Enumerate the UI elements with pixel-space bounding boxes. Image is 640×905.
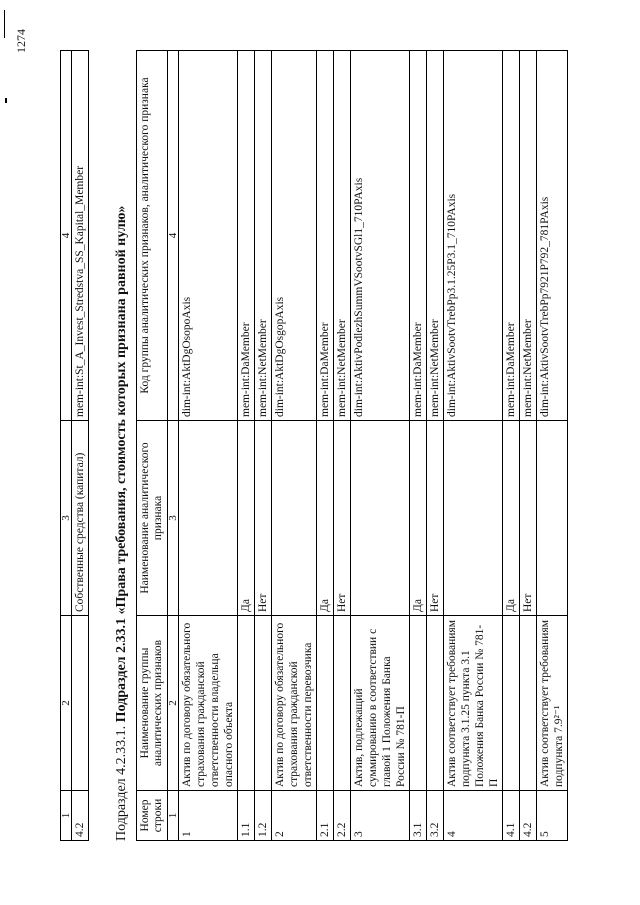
- table-row: [351, 51, 410, 841]
- page-number: 1274: [14, 29, 28, 53]
- feature-name-cell: Нет: [255, 421, 272, 616]
- row-number: 4: [444, 791, 503, 841]
- feature-name-cell: Собственные средства (капитал): [72, 421, 89, 616]
- code-cell: mem-int:DaMember: [410, 51, 427, 421]
- table-row: [255, 51, 272, 841]
- table-row: [444, 51, 503, 841]
- column-number-row: [168, 51, 179, 841]
- features-table: [136, 50, 568, 841]
- column-number: 2: [61, 616, 72, 791]
- column-number-row: [61, 51, 72, 841]
- code-cell: mem-int:DaMember: [238, 51, 255, 421]
- table-row: [272, 51, 317, 841]
- row-number: 1.1: [238, 791, 255, 841]
- feature-name-cell: [179, 421, 238, 616]
- subsection-prefix: Подраздел 4.2.33.1.: [114, 722, 129, 841]
- feature-name-cell: Нет: [520, 421, 537, 616]
- row-number: 5: [537, 791, 568, 841]
- column-number: 4: [168, 51, 179, 421]
- header-feature-name: Наименование аналитического признака: [137, 421, 168, 616]
- row-number: 2: [272, 791, 317, 841]
- group-name-cell: Актив, подлежащий суммированию в соответствии с главой 1 Положения Банка России № 781-П: [351, 616, 410, 791]
- code-cell: dim-int:AktivSootvTrebPp3.1.25P3.1_710PAxis: [444, 51, 503, 421]
- table-row: [537, 51, 568, 841]
- group-name-cell: [72, 616, 89, 791]
- code-cell: dim-int:AktivPodlezhSummVSootvSGl1_710PAxis: [351, 51, 410, 421]
- table-row: [427, 51, 444, 841]
- column-number: 3: [61, 421, 72, 616]
- table-row: [317, 51, 334, 841]
- table-row: [520, 51, 537, 841]
- table-row: [238, 51, 255, 841]
- row-number: 2.2: [334, 791, 351, 841]
- column-number: 1: [168, 791, 179, 841]
- feature-name-cell: Да: [503, 421, 520, 616]
- feature-name-cell: Нет: [334, 421, 351, 616]
- header-code: Код группы аналитических признаков, аналитического признака: [137, 51, 168, 421]
- code-cell: dim-int:AktDgOsgopAxis: [272, 51, 317, 421]
- row-number: 2.1: [317, 791, 334, 841]
- code-cell: mem-int:DaMember: [503, 51, 520, 421]
- group-name-cell: Актив по договору обязательного страхования гражданской ответственности владельца опасного объекта: [179, 616, 238, 791]
- column-number: 1: [61, 791, 72, 841]
- feature-name-cell: [444, 421, 503, 616]
- group-name-cell: Актив соответствует требованиям подпункта 3.1.25 пункта 3.1 Положения Банка России № 781-П: [444, 616, 503, 791]
- feature-name-cell: [351, 421, 410, 616]
- header-row: [137, 51, 168, 841]
- feature-name-cell: Нет: [427, 421, 444, 616]
- feature-name-cell: [537, 421, 568, 616]
- table-row: [334, 51, 351, 841]
- row-number: 4.2: [72, 791, 89, 841]
- table-row: [503, 51, 520, 841]
- group-name-cell: [520, 616, 537, 791]
- code-cell: mem-int:St_A_Invest_Stredstva_SS_Kapital_Member: [72, 51, 89, 421]
- column-number: 2: [168, 616, 179, 791]
- code-cell: mem-int:NetMember: [520, 51, 537, 421]
- table-body: [179, 51, 568, 841]
- code-cell: mem-int:NetMember: [427, 51, 444, 421]
- group-name-cell: Актив соответствует требованиям подпункта 7.9²⁻¹: [537, 616, 568, 791]
- code-cell: dim-int:AktDgOsopoAxis: [179, 51, 238, 421]
- code-cell: mem-int:NetMember: [334, 51, 351, 421]
- continued-table: [60, 50, 89, 841]
- row-number: 4.1: [503, 791, 520, 841]
- row-number: 3.1: [410, 791, 427, 841]
- group-name-cell: [334, 616, 351, 791]
- header-row-number: Номер строки: [137, 791, 168, 841]
- feature-name-cell: Да: [410, 421, 427, 616]
- column-number: 4: [61, 51, 72, 421]
- row-number: 4.2: [520, 791, 537, 841]
- subsection-title: Подраздел 2.33.1 «Права требования, стоимость которых признана равной нулю»: [114, 205, 129, 723]
- column-number: 3: [168, 421, 179, 616]
- row-number: 3.2: [427, 791, 444, 841]
- group-name-cell: [503, 616, 520, 791]
- feature-name-cell: [272, 421, 317, 616]
- group-name-cell: Актив по договору обязательного страхования гражданской ответственности перевозчика: [272, 616, 317, 791]
- group-name-cell: [317, 616, 334, 791]
- code-cell: mem-int:DaMember: [317, 51, 334, 421]
- table-row: [410, 51, 427, 841]
- code-cell: mem-int:NetMember: [255, 51, 272, 421]
- group-name-cell: [410, 616, 427, 791]
- subsection-heading: [113, 41, 131, 841]
- table-row: [72, 51, 89, 841]
- group-name-cell: [238, 616, 255, 791]
- code-cell: dim-int:AktivSootvTrebPp7921P792_781PAxis: [537, 51, 568, 421]
- header-group-name: Наименование группы аналитических признаков: [137, 616, 168, 791]
- row-number: 1: [179, 791, 238, 841]
- table-row: [179, 51, 238, 841]
- row-number: 3: [351, 791, 410, 841]
- feature-name-cell: Да: [317, 421, 334, 616]
- group-name-cell: [427, 616, 444, 791]
- row-number: 1.2: [255, 791, 272, 841]
- feature-name-cell: Да: [238, 421, 255, 616]
- group-name-cell: [255, 616, 272, 791]
